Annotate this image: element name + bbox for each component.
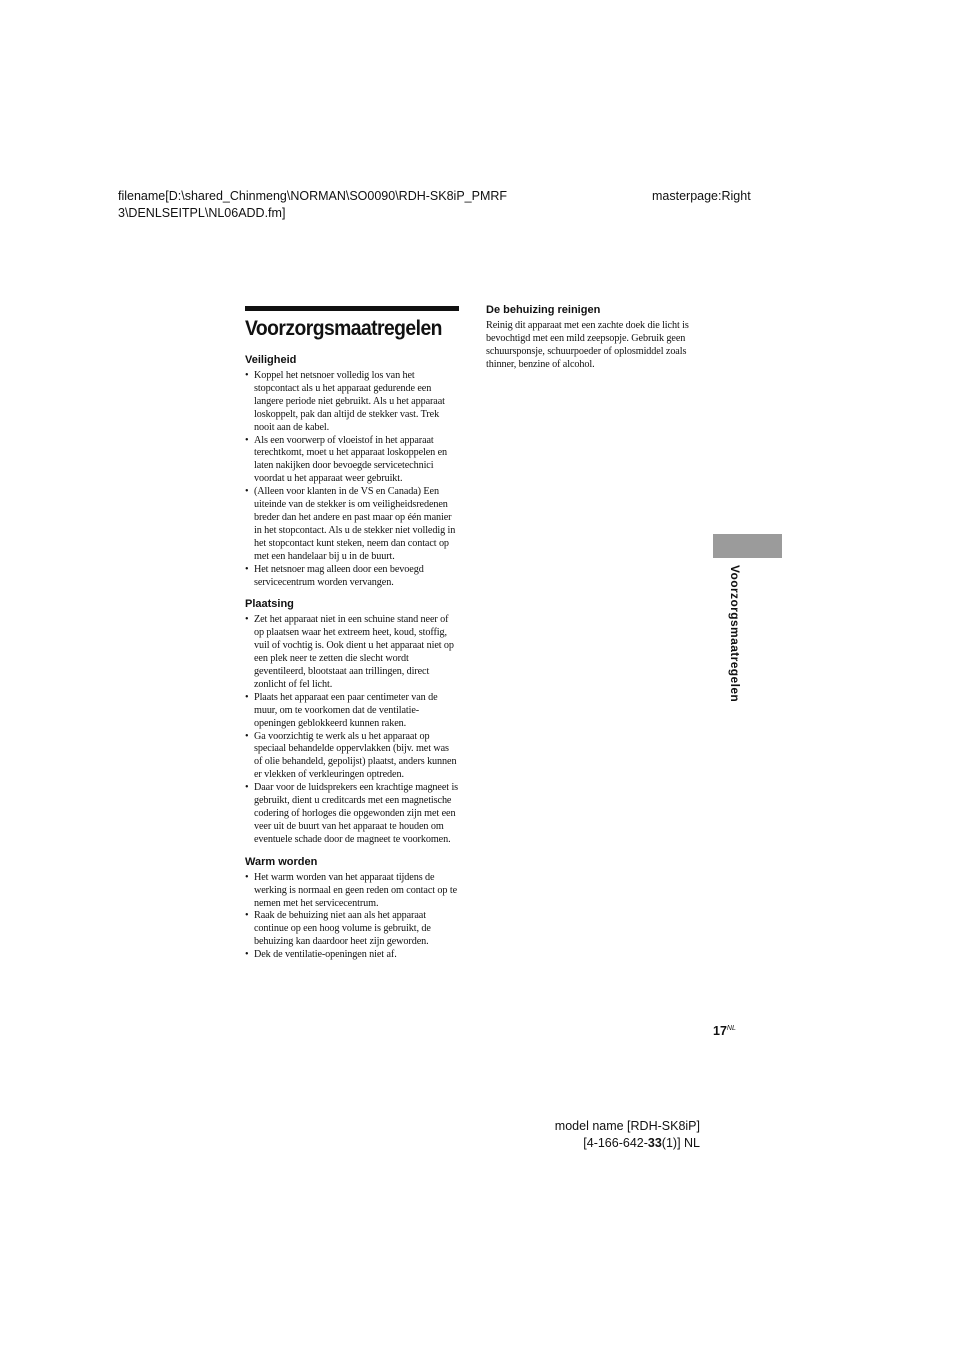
list-item-text: Zet het apparaat niet in een schuine stand neer of op plaatsen waar het extreem heet, koud, stoffig, vuil of vochtig is. Ook dient u het apparaat niet op een plek neer te zetten die slecht wordt geventileerd, blootstaat aan trillingen, direct zonlicht of fel licht. bbox=[254, 614, 454, 690]
section-warm-worden bbox=[245, 855, 459, 962]
list-item-text: (Alleen voor klanten in de VS en Canada) Een uiteinde van de stekker is om veiligheidsredenen breder dan het andere en past maar op één manier in het stopcontact. Als u de stekker niet volledig in het stopcontact kunt steken, neem dan contact op met een handelaar bij u in de buurt. bbox=[254, 486, 456, 562]
list-item bbox=[245, 782, 459, 847]
page-number-value: 17 bbox=[713, 1024, 727, 1038]
bullet-icon: • bbox=[245, 563, 249, 575]
cleaning-text: Reinig dit apparaat met een zachte doek die licht is bevochtigd met een mild zeepsopje. Gebruik geen schuursponsje, schuurpoeder of oplosmiddel zoals thinner, benzine of alcohol. bbox=[486, 320, 689, 370]
header-filename bbox=[118, 188, 578, 222]
side-tab-marker bbox=[713, 534, 782, 558]
list-item-text: Daar voor de luidsprekers een krachtige magneet is gebruikt, dient u creditcards met een magnetische codering of horloges die opgewonden zijn met een veer uit de buurt van het apparaat te houden om eventuele schade door de magneet te voorkomen. bbox=[254, 782, 459, 845]
bullet-icon: • bbox=[245, 871, 249, 883]
footer-code-prefix: [4-166-642- bbox=[583, 1136, 648, 1150]
list-item bbox=[245, 731, 459, 783]
bullet-icon: • bbox=[245, 486, 249, 498]
page-language: NL bbox=[726, 1024, 736, 1032]
page-number bbox=[713, 1024, 736, 1038]
bullet-icon: • bbox=[245, 730, 249, 742]
list-item bbox=[245, 872, 459, 911]
list-item-text: Plaats het apparaat een paar centimeter van de muur, om te voorkomen dat de ventilatie-openingen geblokkeerd kunnen raken. bbox=[254, 691, 438, 729]
bullet-icon: • bbox=[245, 782, 249, 794]
footer-model-name: model name [RDH-SK8iP] bbox=[554, 1119, 700, 1133]
footer-code-suffix: (1)] NL bbox=[661, 1136, 700, 1150]
bullet-icon: • bbox=[245, 614, 249, 626]
list-item bbox=[245, 564, 459, 590]
bullet-icon: • bbox=[245, 370, 249, 381]
list-item-text: Raak de behuizing niet aan als het apparaat continue op een hoog volume is gebruikt, de behuizing kan daardoor heet zijn geworden. bbox=[254, 910, 431, 948]
list-item bbox=[245, 910, 459, 949]
bullet-icon: • bbox=[245, 910, 249, 922]
bullet-icon: • bbox=[245, 434, 249, 446]
list-item bbox=[245, 435, 459, 487]
left-column bbox=[245, 353, 459, 970]
section-veiligheid bbox=[245, 353, 459, 589]
list-item bbox=[245, 614, 459, 691]
list-item bbox=[245, 692, 459, 731]
list-item bbox=[245, 949, 459, 962]
section-heading: Warm worden bbox=[245, 855, 318, 868]
section-heading: Plaatsing bbox=[245, 598, 294, 611]
list-item bbox=[245, 486, 459, 563]
list-item-text: Als een voorwerp of vloeistof in het apparaat terechtkomt, moet u het apparaat loskoppelen en laten nakijken door bevoegde servicetechnici voordat u het apparaat weer gebruikt. bbox=[254, 434, 448, 485]
header-filename-line2: 3\DENLSEITPL\NL06ADD.fm] bbox=[118, 206, 286, 220]
bullet-list bbox=[245, 872, 459, 962]
bullet-icon: • bbox=[245, 691, 249, 703]
list-item bbox=[245, 370, 459, 435]
list-item-text: Koppel het netsnoer volledig los van het stopcontact als u het apparaat gedurende een langere periode niet gebruikt. Als u het apparaat loskoppelt, pak dan altijd de stekker vast. Trek nooit aan de kabel. bbox=[254, 370, 445, 433]
footer-code-bold: 33 bbox=[647, 1136, 662, 1150]
page-title: Voorzorgsmaatregelen bbox=[245, 317, 442, 340]
list-item-text: Het netsnoer mag alleen door een bevoegd servicecentrum worden vervangen. bbox=[254, 563, 424, 588]
section-heading: Veiligheid bbox=[245, 354, 297, 366]
header-masterpage: masterpage:Right bbox=[652, 189, 751, 203]
header-filename-line1: filename[D:\shared_Chinmeng\NORMAN\SO0090\RDH-SK8iP_PMRF bbox=[118, 189, 508, 203]
footer bbox=[555, 1118, 700, 1152]
footer-code bbox=[555, 1135, 700, 1152]
list-item-text: Dek de ventilatie-openingen niet af. bbox=[254, 949, 397, 961]
bullet-list bbox=[245, 370, 459, 589]
list-item-text: Ga voorzichtig te werk als u het apparaat op speciaal behandelde oppervlakken (bijv. met was of olie behandeld, gepolijst) plaatst, anders kunnen er vlekken of verkleuringen optreden. bbox=[254, 730, 457, 781]
right-column bbox=[486, 303, 700, 372]
bullet-list bbox=[245, 614, 459, 846]
bullet-icon: • bbox=[245, 949, 249, 961]
section-plaatsing bbox=[245, 597, 459, 846]
cleaning-heading: De behuizing reinigen bbox=[486, 304, 601, 316]
title-rule bbox=[245, 306, 459, 311]
list-item-text: Het warm worden van het apparaat tijdens de werking is normaal en geen reden om contact op te nemen met het servicecentrum. bbox=[254, 871, 458, 909]
side-section-label: Voorzorgsmaatregelen bbox=[728, 565, 742, 703]
